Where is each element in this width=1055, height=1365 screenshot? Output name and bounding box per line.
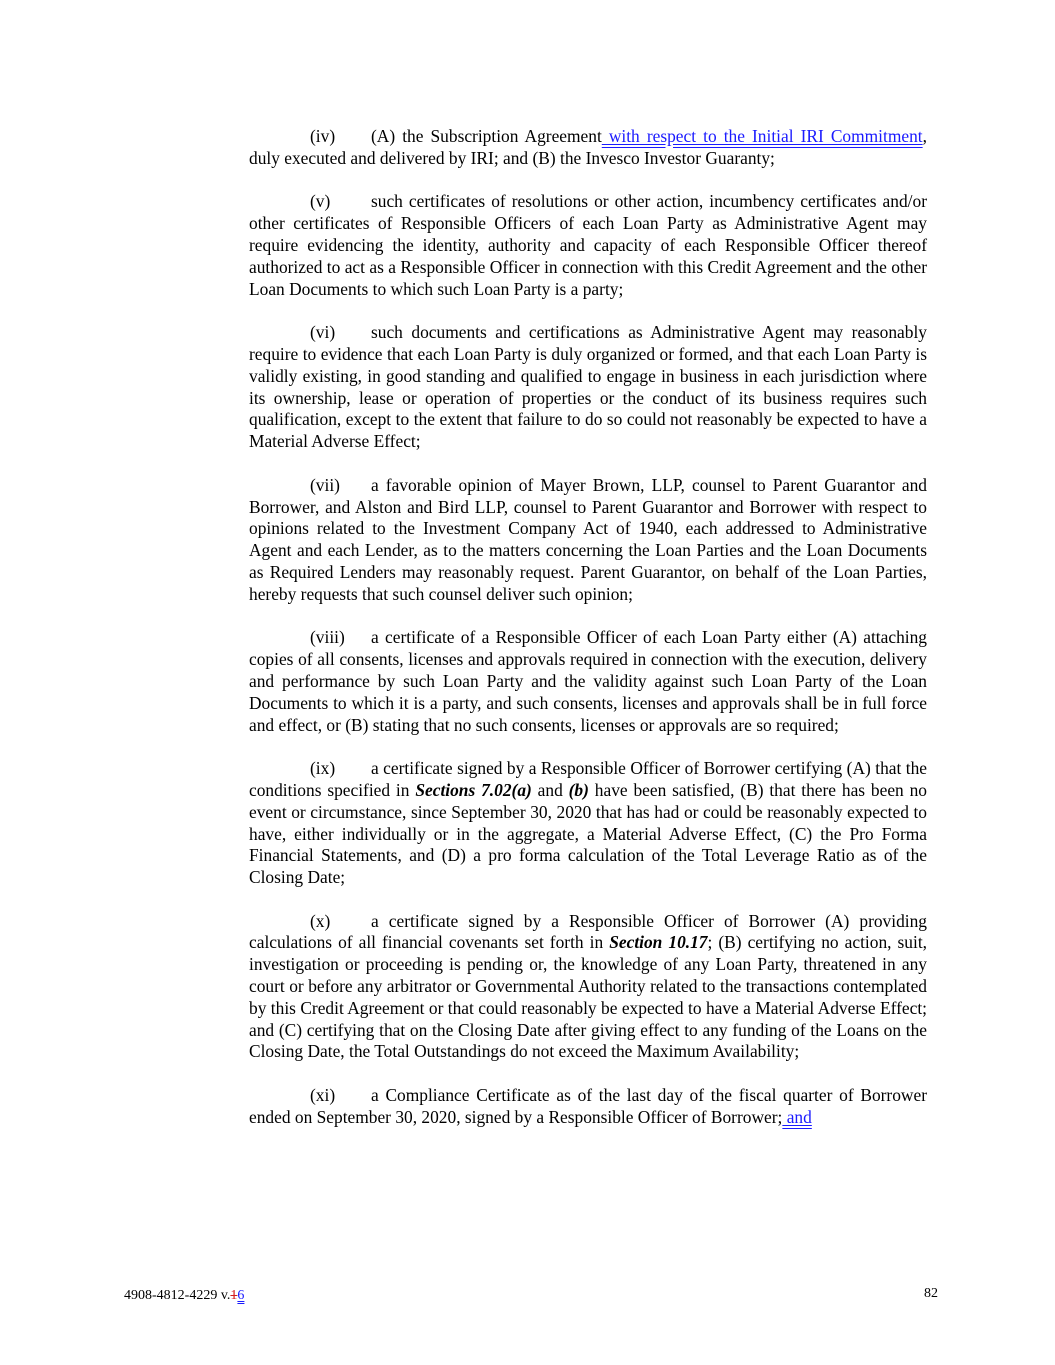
inserted-version: 6 <box>237 1288 245 1303</box>
clause-text: such documents and certifications as Administrative Agent may reasonably require to evidence that each Loan Party is duly organized or formed, and that each Loan Party is validly existing, in good standing and qualified to engage in business in each jurisdiction where its ownership, lease or operation of properties or the conduct of its business requires such qualification, except to the extent that failure to do so could not reasonably be expected to have a Material Adverse Effect; <box>249 322 927 452</box>
clause-x <box>249 911 927 1064</box>
section-reference: (b) <box>568 779 589 800</box>
clause-vii <box>249 475 927 606</box>
clause-xi <box>249 1085 927 1129</box>
clause-ix <box>249 758 927 889</box>
clause-text: have been satisfied, (B) that there has been no event or circumstance, since September 30, 2020 that has had or could be reasonably expected to have, either individually or in the aggregate, a Material Adverse Effect, (C) the Pro Forma Financial Statements, and (D) a pro forma calculation of the Total Leverage Ratio as of the Closing Date; <box>249 779 927 888</box>
clause-text: a certificate signed by a Responsible Officer of Borrower (A) providing calculations of all financial covenants set forth in <box>249 910 927 953</box>
clause-iv <box>249 126 927 170</box>
clause-text: a certificate signed by a Responsible Officer of Borrower certifying (A) that the conditions specified in <box>249 758 927 800</box>
clause-number: (x) <box>310 910 331 931</box>
section-reference: Sections 7.02(a) <box>415 779 532 800</box>
clause-text: a favorable opinion of Mayer Brown, LLP, counsel to Parent Guarantor and Borrower, and Alston and Bird LLP, counsel to Parent Guarantor and Borrower with respect to opinions related to the Investment Company Act of 1940, each addressed to Administrative Agent and each Lender, as to the matters concerning the Loan Parties and the Loan Documents as Required Lenders may reasonably request. Parent Guarantor, on behalf of the Loan Parties, hereby requests that such counsel deliver such opinion; <box>249 474 927 604</box>
deleted-version: 1 <box>230 1288 238 1303</box>
clause-number: (xi) <box>310 1085 336 1106</box>
clause-number: (vii) <box>310 474 340 495</box>
clause-text: (A) the Subscription Agreement <box>371 126 602 146</box>
clause-text: and <box>531 779 569 800</box>
inserted-text: and <box>782 1106 812 1127</box>
clause-text: such certificates of resolutions or other action, incumbency certificates and/or other certificates of Responsible Officers of each Loan Party as Administrative Agent may require evidencing the identity, authority and capacity of each Responsible Officer thereof authorized to act as a Responsible Officer in connection with this Credit Agreement and the other Loan Documents to which such Loan Party is a party; <box>249 191 927 299</box>
clause-vi <box>249 322 927 453</box>
footer-document-id <box>124 1288 244 1304</box>
clause-number: (v) <box>310 191 331 212</box>
clause-text: a certificate of a Responsible Officer of each Loan Party either (A) attaching copies of all consents, licenses and approvals required in connection with the execution, delivery and performance by such Loan Party and the validity against such Loan Party of the Loan Documents to which it is a party, and such consents, licenses and approvals shall be in full force and effect, or (B) stating that no such consents, licenses or approvals are so required; <box>249 627 927 735</box>
clause-number: (viii) <box>310 627 345 648</box>
document-body <box>249 126 927 1150</box>
doc-id-text: 4908-4812-4229 v. <box>124 1288 231 1303</box>
clause-viii <box>249 627 927 736</box>
clause-number: (ix) <box>310 758 336 779</box>
clause-number: (vi) <box>310 322 336 343</box>
clause-text: ; (B) certifying no action, suit, investigation or proceeding is pending or, the knowledge of any Loan Party, threatened in any court or before any arbitrator or Governmental Authority related to the transactions contemplated by this Credit Agreement or that could reasonably be expected to have a Material Adverse Effect; and (C) certifying that on the Closing Date after giving effect to any funding of the Loans on the Closing Date, the Total Outstandings do not exceed the Maximum Availability; <box>249 932 927 1062</box>
section-reference: Section 10.17 <box>609 932 708 953</box>
page-number: 82 <box>924 1286 938 1301</box>
inserted-text: with respect to the Initial IRI Commitment <box>601 126 923 146</box>
clause-text: a Compliance Certificate as of the last day of the fiscal quarter of Borrower ended on September 30, 2020, signed by a Responsible Officer of Borrower; <box>249 1085 927 1127</box>
clause-text: , duly executed and delivered by IRI; and (B) the Invesco Investor Guaranty; <box>249 126 927 168</box>
clause-number: (iv) <box>310 126 336 146</box>
clause-v <box>249 191 927 300</box>
